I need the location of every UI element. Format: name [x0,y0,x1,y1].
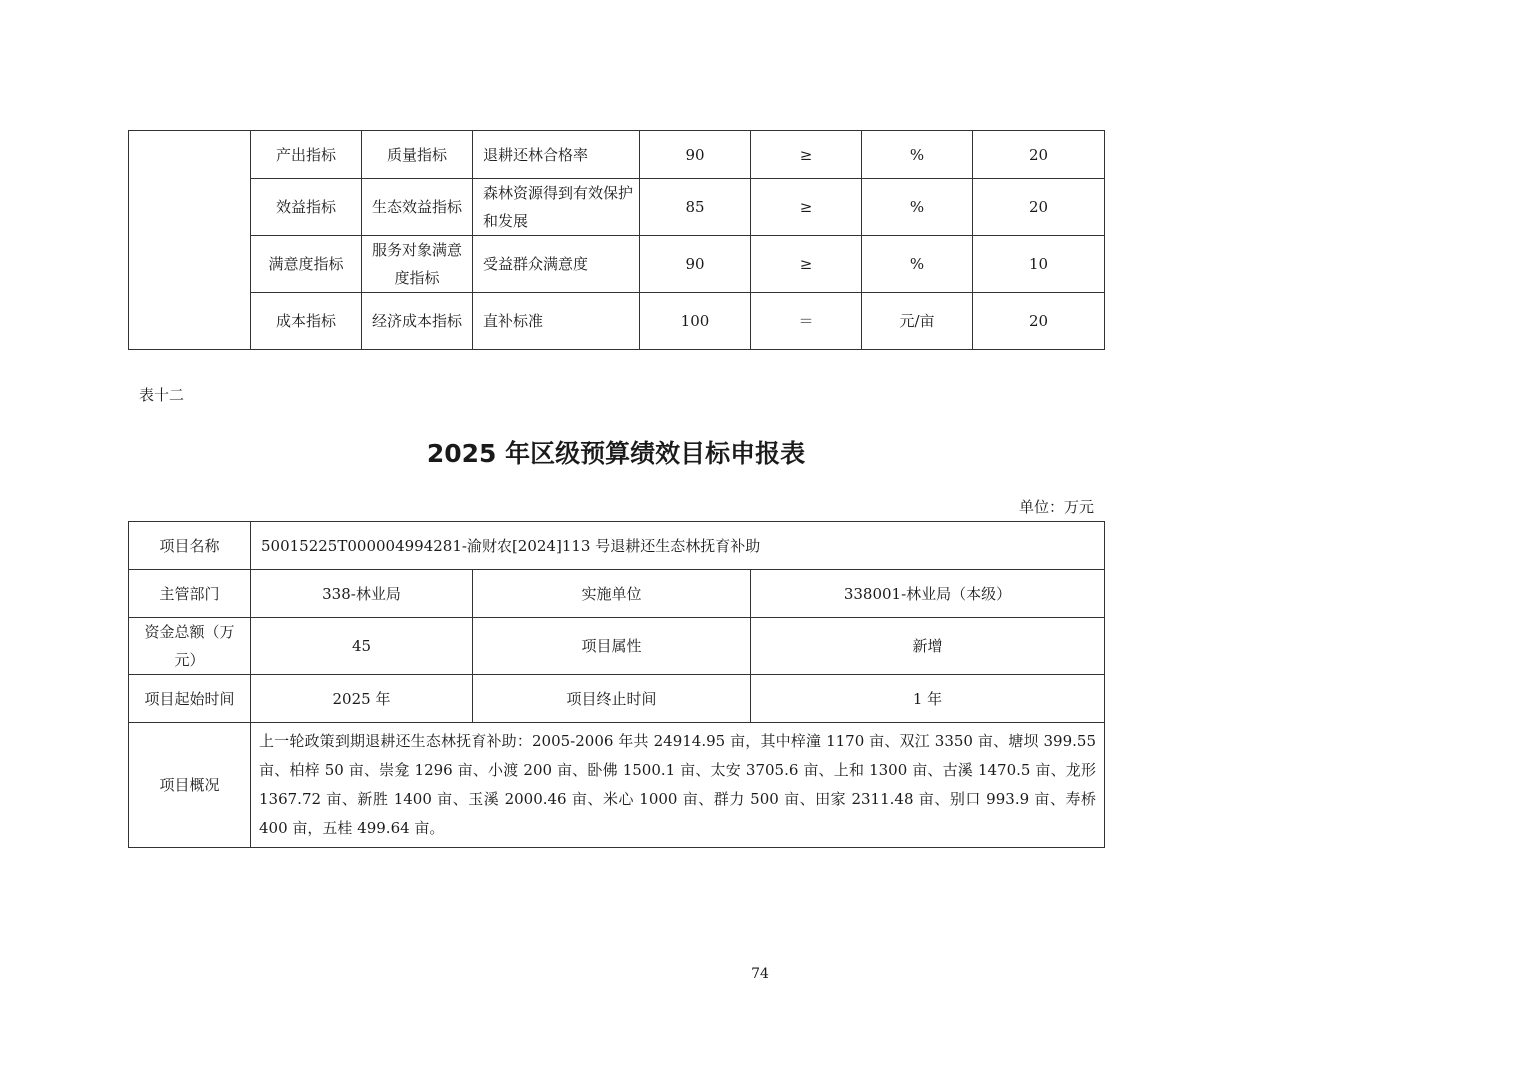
table-label: 表十二 [139,386,185,404]
level1-indicator: 满意度指标 [251,236,362,293]
indicator-value: 90 [640,131,751,179]
form-row [129,522,1105,570]
unit-note: 单位：万元 [1018,498,1094,516]
indicator-unit: % [862,236,973,293]
indicator-name: 森林资源得到有效保护和发展 [473,179,640,236]
indicator-operator: ≥ [751,179,862,236]
level2-indicator: 生态效益指标 [362,179,473,236]
form-row [129,570,1105,618]
form-row [129,723,1105,848]
level2-indicator: 服务对象满意度指标 [362,236,473,293]
indicator-name: 直补标准 [473,293,640,350]
indicator-row [129,236,1105,293]
dept-label: 主管部门 [129,570,251,618]
level1-indicator: 产出指标 [251,131,362,179]
indicator-unit: % [862,131,973,179]
dept-value: 338-林业局 [251,570,473,618]
project-name-label: 项目名称 [129,522,251,570]
blank-merged-cell [129,131,251,350]
attr-value: 新增 [751,618,1105,675]
indicator-operator: ≥ [751,236,862,293]
overview-label: 项目概况 [129,723,251,848]
indicator-table [128,130,1105,350]
indicator-weight: 10 [973,236,1105,293]
form-row [129,618,1105,675]
indicator-unit: % [862,179,973,236]
funds-label: 资金总额（万元） [129,618,251,675]
level1-indicator: 效益指标 [251,179,362,236]
indicator-row [129,131,1105,179]
indicator-name: 受益群众满意度 [473,236,640,293]
impl-label: 实施单位 [473,570,751,618]
page-number: 74 [751,966,769,982]
impl-value: 338001-林业局（本级） [751,570,1105,618]
level1-indicator: 成本指标 [251,293,362,350]
attr-label: 项目属性 [473,618,751,675]
level2-indicator: 质量指标 [362,131,473,179]
form-title: 2025 年区级预算绩效目标申报表 [426,439,806,468]
indicator-row [129,179,1105,236]
indicator-unit: 元/亩 [862,293,973,350]
indicator-weight: 20 [973,179,1105,236]
start-value: 2025 年 [251,675,473,723]
funds-value: 45 [251,618,473,675]
project-name-value: 50015225T000004994281-渝财农[2024]113 号退耕还生态林抚育补助 [251,522,1105,570]
indicator-operator: ≥ [751,131,862,179]
form-row [129,675,1105,723]
indicator-row [129,293,1105,350]
overview-text: 上一轮政策到期退耕还生态林抚育补助：2005-2006 年共 24914.95 亩，其中梓潼 1170 亩、双江 3350 亩、塘坝 399.55 亩、柏梓 50 亩、崇龛 1296 亩、小渡 200 亩、卧佛 1500.1 亩、太安 3705.6 亩、上和 1300 亩、古溪 1470.5 亩、龙形 1367.72 亩、新胜 1400 亩、玉溪 2000.46 亩、米心 1000 亩、群力 500 亩、田家 2311.48 亩、别口 993.9 亩、寿桥 400 亩，五桂 499.64 亩。 [251,723,1105,848]
project-form-table [128,521,1105,848]
indicator-weight: 20 [973,293,1105,350]
indicator-value: 100 [640,293,751,350]
indicator-name: 退耕还林合格率 [473,131,640,179]
indicator-operator: ＝ [751,293,862,350]
indicator-value: 90 [640,236,751,293]
end-value: 1 年 [751,675,1105,723]
indicator-weight: 20 [973,131,1105,179]
indicator-value: 85 [640,179,751,236]
level2-indicator: 经济成本指标 [362,293,473,350]
end-label: 项目终止时间 [473,675,751,723]
start-label: 项目起始时间 [129,675,251,723]
